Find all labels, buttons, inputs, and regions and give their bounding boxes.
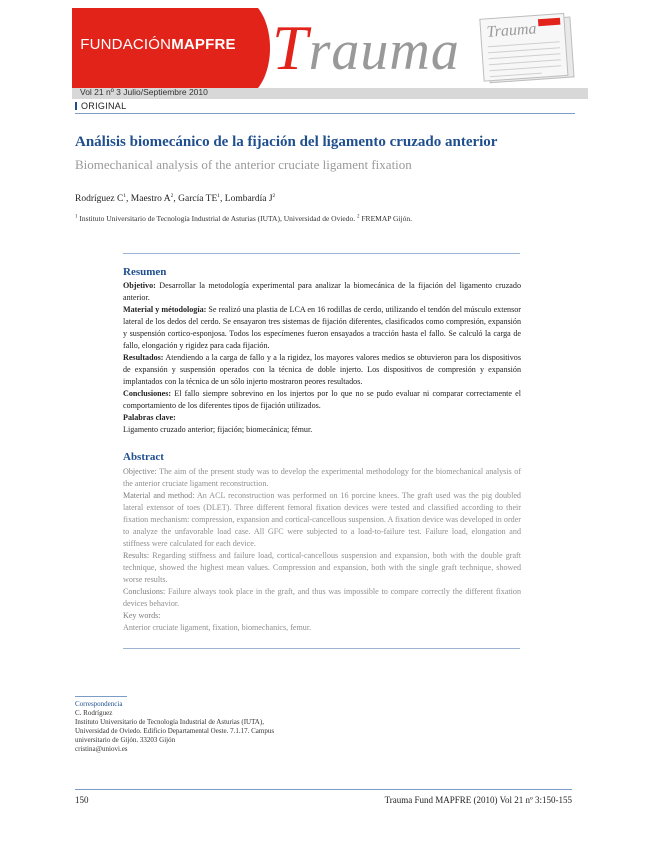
- author-list: [75, 193, 275, 204]
- author-affil-ref: 2: [272, 193, 276, 199]
- issue-info: Vol 21 nº 3 Julio/Septiembre 2010: [80, 87, 208, 97]
- palabras-label: Palabras clave:: [123, 413, 176, 422]
- affil-ref: 2: [357, 214, 360, 220]
- conclusiones-text: El fallo siempre sobrevino en los injertos por lo que no se pudo evaluar ni comparar correctamente el comportamiento de los diferentes tipos de fijación utilizados.: [123, 389, 521, 410]
- section-marker: [75, 102, 77, 110]
- page-number: 150: [75, 795, 89, 805]
- author-separator: ,: [173, 194, 179, 205]
- keywords-label: Key words:: [123, 611, 161, 620]
- affil-text: Instituto Universitario de Tecnología Industrial de Asturias (IUTA), Universidad de Oviedo.: [77, 214, 358, 223]
- abstract-method: [123, 490, 521, 550]
- resumen-palabras-label: [123, 412, 521, 424]
- author-separator: ,: [126, 194, 131, 205]
- footer-rule: [75, 789, 572, 790]
- journal-initial: T: [272, 12, 309, 83]
- conclusiones-label: Conclusiones:: [123, 389, 172, 398]
- objective-label: Objective:: [123, 467, 157, 476]
- objetivo-text: Desarrollar la metodología experimental para analizar la biomecánica de la fijación del ligamento cruzado anterior.: [123, 281, 521, 302]
- brand-wordmark: [72, 36, 244, 53]
- abstract-objective: [123, 466, 521, 490]
- correspondence-line: universitario de Gijón. 33203 Gijón: [75, 736, 176, 744]
- author-affil-ref: 1: [123, 193, 127, 199]
- resumen-palabras: [123, 424, 521, 436]
- journal-cover-thumbnail: [478, 11, 579, 88]
- author-name: García TE: [178, 194, 218, 205]
- brand-light: FUNDACIÓN: [80, 36, 172, 53]
- author-name: Lombardía J: [224, 194, 273, 205]
- method-text: An ACL reconstruction was performed on 16 porcine knees. The graft used was the pig doubled lateral extensor of toes (DLET). Three different femoral fixation devices were tested and classified according to their fixation mechanism: compression, expansion and cortical-cancellous suspension. A fixation device was developed in order to analyze the unfavorable load case. All GFC were subjected to a load-to-failure test. Failure load, elongation and stiffness were calculated for each device.: [123, 491, 521, 548]
- resumen-objetivo: [123, 280, 521, 304]
- author-affil-ref: 2: [170, 193, 174, 199]
- abstract-conclusions: [123, 586, 521, 610]
- correspondence-line: Instituto Universitario de Tecnología Industrial de Asturias (IUTA),: [75, 718, 264, 726]
- abstract-heading: Abstract: [123, 451, 164, 463]
- section-divider: [75, 113, 575, 114]
- section-label: [75, 101, 126, 111]
- brand-bold: MAPFRE: [171, 36, 236, 53]
- abstract-results: [123, 550, 521, 586]
- author-name: Maestro A: [130, 194, 171, 205]
- resumen-conclusiones: [123, 388, 521, 412]
- affil-text: FREMAP Gijón.: [359, 214, 412, 223]
- objetivo-label: Objetivo:: [123, 281, 156, 290]
- footer-citation: Trauma Fund MAPFRE (2010) Vol 21 nº 3:150-155: [384, 795, 572, 805]
- keywords-text: Anterior cruciate ligament, fixation, biomechanics, femur.: [123, 623, 312, 632]
- abstract-box-top-rule: [123, 253, 520, 254]
- issue-bar: [72, 88, 588, 99]
- correspondence-rule: [75, 696, 127, 697]
- abstract-keywords-label: [123, 610, 521, 622]
- affiliations: [75, 214, 412, 223]
- method-label: Material and method:: [123, 491, 195, 500]
- palabras-text: Ligamento cruzado anterior; fijación; biomecánica; fémur.: [123, 425, 313, 434]
- resumen-resultados: [123, 352, 521, 388]
- resultados-label: Resultados:: [123, 353, 164, 362]
- article-title-en: Biomechanical analysis of the anterior cruciate ligament fixation: [75, 157, 412, 172]
- conclusions-label: Conclusions:: [123, 587, 166, 596]
- correspondence-email: cristina@uniovi.es: [75, 745, 128, 753]
- article-title-es: Análisis biomecánico de la fijación del ligamento cruzado anterior: [75, 134, 498, 150]
- abstract-keywords: [123, 622, 521, 634]
- results-text: Regarding stiffness and failure load, cortical-cancellous suspension and expansion, both with the double graft technique, showed the highest mean values. Compression and expansion, both with the single graft technique, showed worse results.: [123, 551, 521, 584]
- metodo-text: Se realizó una plastia de LCA en 16 rodillas de cerdo, utilizando el tendón del músculo extensor lateral de los dedos del cerdo. Se ensayaron tres sistemas de fijación diferentes, clasificados como compresión, expansión y suspensión cortico-esponjosa. Todos los especímenes fueron ensayados a tracción hasta el fallo. Se calculó la carga de fallo, elongación y rigidez para cada fijación.: [123, 305, 521, 350]
- results-label: Results:: [123, 551, 150, 560]
- author-separator: ,: [220, 194, 225, 205]
- resumen-body: [123, 280, 521, 436]
- resultados-text: Atendiendo a la carga de fallo y a la rigidez, los mayores valores medios se obtuvieron para los dispositivos de expansión y suspensión operados con la técnica de doble injerto. Los dispositivos de compresión y expansión implantados con la técnica de un sólo injerto mostraron peores resultados.: [123, 353, 521, 386]
- affil-ref: 1: [75, 214, 78, 220]
- author-affil-ref: 1: [217, 193, 221, 199]
- objective-text: The aim of the present study was to develop the experimental methodology for the biomechanical analysis of the anterior cruciate ligament reconstruction.: [123, 467, 521, 488]
- conclusions-text: Failure always took place in the graft, and thus was impossible to compare correctly the different fixation devices behavior.: [123, 587, 521, 608]
- journal-banner: [72, 8, 588, 88]
- correspondence-line: C. Rodríguez: [75, 709, 113, 717]
- cover-title: Trauma: [486, 20, 538, 41]
- resumen-heading: Resumen: [123, 266, 167, 278]
- author-name: Rodríguez C: [75, 194, 124, 205]
- correspondence-line: Universidad de Oviedo. Edificio Departamental Oeste. 7.1.17. Campus: [75, 727, 275, 735]
- journal-rest: rauma: [308, 20, 460, 82]
- metodo-label: Material y métodología:: [123, 305, 207, 314]
- section-name: ORIGINAL: [81, 101, 127, 111]
- abstract-body: [123, 466, 521, 634]
- correspondence: [75, 700, 274, 754]
- resumen-metodo: [123, 304, 521, 352]
- correspondence-heading: Correspondencia: [75, 700, 123, 708]
- journal-logo-trauma: [272, 8, 460, 91]
- abstract-box-bottom-rule: [123, 648, 520, 649]
- fundacion-mapfre-logo: [72, 8, 244, 88]
